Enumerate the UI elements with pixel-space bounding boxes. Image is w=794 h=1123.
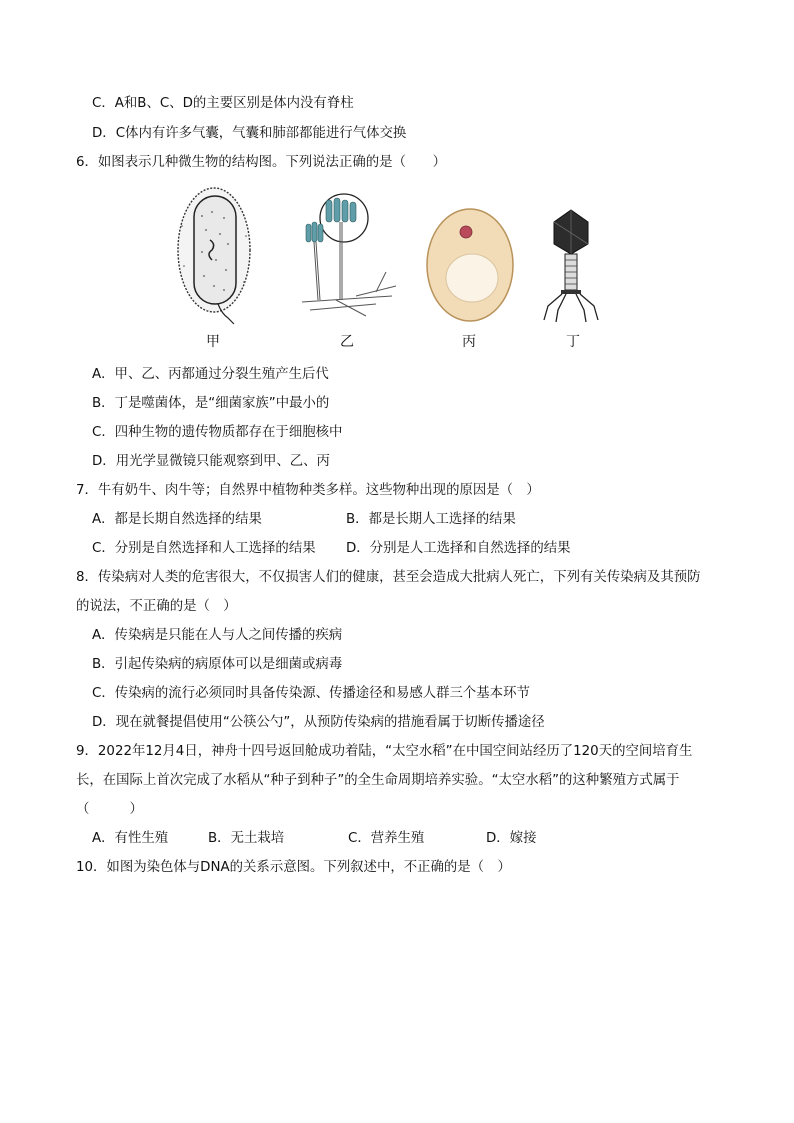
figure-label-jia: 甲 bbox=[206, 334, 220, 350]
q9-option-b: B．无土栽培 bbox=[208, 831, 285, 846]
q7-option-d: D．分别是人工选择和自然选择的结果 bbox=[346, 541, 571, 556]
q6-option-c: C．四种生物的遗传物质都存在于细胞核中 bbox=[92, 425, 343, 440]
q5-option-c: C．A和B、C、D的主要区别是体内没有脊柱 bbox=[92, 96, 354, 111]
q5-option-d: D．C体内有许多气囊，气囊和肺部都能进行气体交换 bbox=[92, 126, 407, 141]
mold-figure bbox=[296, 192, 402, 324]
q9-option-d: D．嫁接 bbox=[486, 831, 537, 846]
figure-label-bing: 丙 bbox=[462, 334, 476, 350]
figure-label-ding: 丁 bbox=[566, 334, 580, 350]
q8-option-b: B．引起传染病的病原体可以是细菌或病毒 bbox=[92, 657, 343, 672]
q10-stem: 10．如图为染色体与DNA的关系示意图。下列叙述中，不正确的是（ ） bbox=[76, 860, 511, 875]
bacteriophage-figure bbox=[538, 206, 604, 324]
q9-stem-line2: 长，在国际上首次完成了水稻从“种子到种子”的全生命周期培养实验。“太空水稻”的这种繁殖方式属于 bbox=[76, 773, 680, 788]
q7-stem: 7．牛有奶牛、肉牛等；自然界中植物种类多样。这些物种出现的原因是（ ） bbox=[76, 483, 540, 498]
q9-option-c: C．营养生殖 bbox=[348, 831, 425, 846]
q8-stem-line2: 的说法，不正确的是（ ） bbox=[76, 599, 237, 614]
q6-option-d: D．用光学显微镜只能观察到甲、乙、丙 bbox=[92, 454, 330, 469]
q7-option-a: A．都是长期自然选择的结果 bbox=[92, 512, 262, 527]
q6-stem: 6．如图表示几种微生物的结构图。下列说法正确的是（ ） bbox=[76, 155, 447, 170]
q9-stem-line1: 9．2022年12月4日，神舟十四号返回舱成功着陆，“太空水稻”在中国空间站经历了120天的空间培育生 bbox=[76, 744, 693, 759]
q9-stem-line3: （ ） bbox=[76, 802, 143, 817]
q6-option-b: B．丁是噬菌体，是“细菌家族”中最小的 bbox=[92, 396, 330, 411]
bacterium-figure bbox=[172, 186, 262, 326]
q8-option-a: A．传染病是只能在人与人之间传播的疾病 bbox=[92, 628, 343, 643]
yeast-figure bbox=[424, 206, 516, 324]
q8-stem-line1: 8．传染病对人类的危害很大，不仅损害人们的健康，甚至会造成大批病人死亡，下列有关传染病及其预防 bbox=[76, 570, 701, 585]
q9-option-a: A．有性生殖 bbox=[92, 831, 169, 846]
q6-option-a: A．甲、乙、丙都通过分裂生殖产生后代 bbox=[92, 367, 329, 382]
q7-option-b: B．都是长期人工选择的结果 bbox=[346, 512, 516, 527]
q8-option-c: C．传染病的流行必须同时具备传染源、传播途径和易感人群三个基本环节 bbox=[92, 686, 530, 701]
q8-option-d: D．现在就餐提倡使用“公筷公勺”，从预防传染病的措施看属于切断传播途径 bbox=[92, 715, 545, 730]
q7-option-c: C．分别是自然选择和人工选择的结果 bbox=[92, 541, 316, 556]
figure-label-yi: 乙 bbox=[340, 334, 354, 350]
